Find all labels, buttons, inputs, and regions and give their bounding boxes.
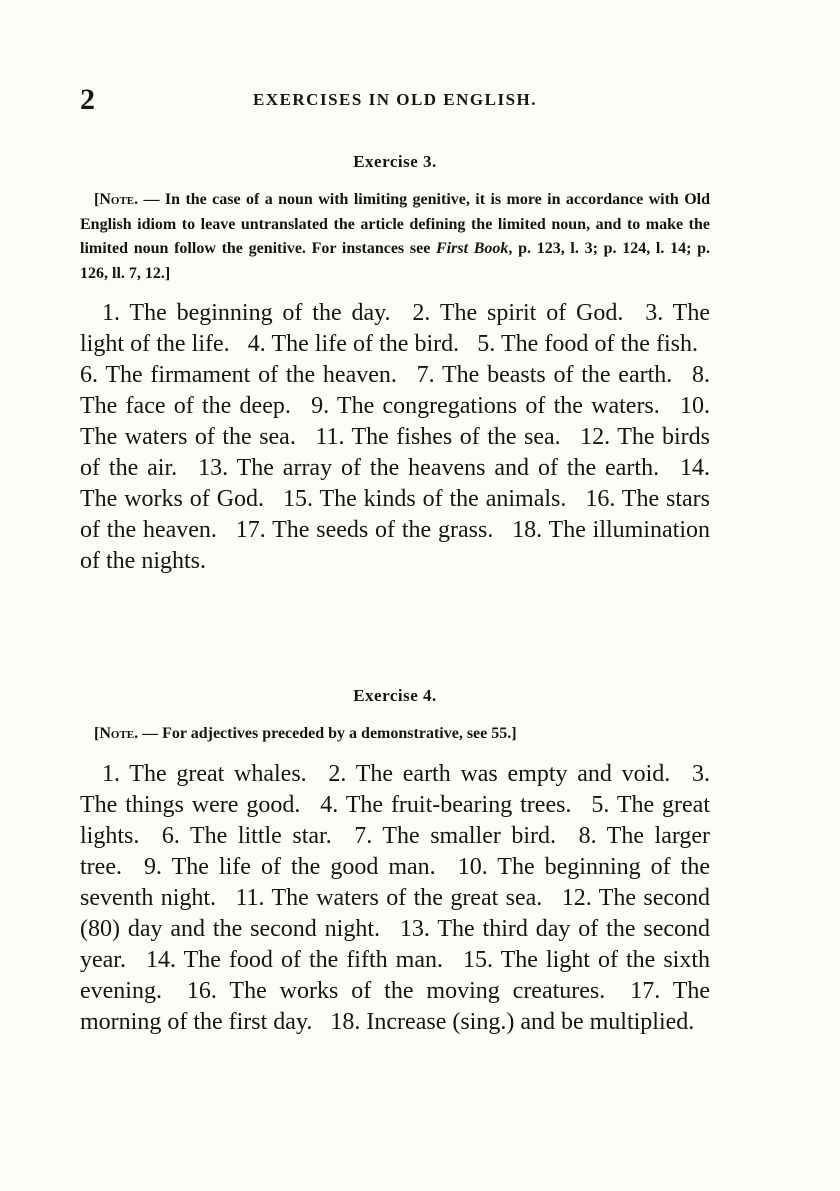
exercise-item: 5. The food of the fish. — [477, 331, 699, 357]
book-reference: First Book — [436, 240, 509, 257]
exercise-item: 18. Increase (sing.) and be multiplied. — [330, 1008, 695, 1035]
exercise-item: 13. The array of the heavens and of the earth. — [198, 455, 660, 481]
exercise-3-title: Exercise 3. — [353, 152, 437, 171]
note-label: Note. — [99, 191, 139, 208]
exercise-item: 18. The illumination of the nights. — [80, 517, 710, 574]
exercise-item: 1. The great whales. — [102, 760, 307, 787]
exercise-item: 7. The smaller bird. — [354, 822, 557, 849]
exercise-3-sentences — [80, 298, 710, 577]
exercise-item: 10. The waters of the sea. — [80, 393, 711, 450]
exercise-item: 3. The things were good. — [80, 760, 711, 818]
exercise-item: 2. The earth was empty and void. — [328, 760, 671, 787]
exercise-item: 14. The works of God. — [80, 455, 710, 512]
exercise-item: 8. The face of the deep. — [80, 362, 711, 419]
page-header — [80, 84, 710, 116]
exercise-item: 17. The morning of the first day. — [80, 977, 711, 1035]
running-title: EXERCISES IN OLD ENGLISH. — [252, 90, 538, 109]
exercise-4-title: Exercise 4. — [353, 686, 437, 705]
exercise-item: 5. The great lights. — [80, 791, 710, 849]
exercise-item: 10. The beginning of the seventh night. — [80, 853, 710, 911]
note-dash: — — [138, 191, 165, 208]
exercise-item: 16. The stars of the heaven. — [80, 486, 711, 543]
note-open-bracket: [ — [94, 191, 100, 208]
note-open-bracket: [ — [94, 725, 100, 742]
exercise-item: 15. The kinds of the animals. — [282, 486, 567, 512]
exercise-item: 9. The congregations of the waters. — [311, 393, 660, 419]
exercise-item: 11. The fishes of the sea. — [315, 424, 561, 450]
exercise-4-sentences — [80, 759, 710, 1038]
exercise-item: 8. The larger tree. — [80, 822, 711, 880]
exercise-4-note — [80, 722, 710, 747]
note-text-end: , p. 123, l. 3; p. 124, l. 14; p. 126, ll. 7, 12.] — [80, 240, 711, 282]
exercise-item: 7. The beasts of the earth. — [416, 362, 673, 388]
note-label: Note. — [99, 725, 139, 742]
exercise-item: 14. The food of the fifth man. — [146, 946, 443, 973]
exercise-item: 2. The spirit of God. — [412, 300, 624, 326]
exercise-item: 6. The little star. — [161, 822, 332, 849]
exercise-item: 3. The light of the life. — [80, 300, 710, 357]
exercise-item: 9. The life of the good man. — [144, 853, 436, 880]
exercise-4-section — [80, 684, 710, 1038]
exercise-item: 4. The life of the bird. — [247, 331, 460, 357]
exercise-item: 16. The works of the moving creatures. — [186, 977, 606, 1004]
exercise-item: 1. The beginning of the day. — [102, 300, 391, 326]
exercise-3-section — [80, 150, 710, 577]
exercise-item: 15. The light of the sixth evening. — [80, 946, 711, 1004]
exercise-item: 12. The birds of the air. — [80, 424, 711, 481]
exercise-item: 11. The waters of the great sea. — [235, 884, 543, 911]
exercise-3-note — [80, 188, 710, 286]
exercise-item: 6. The firmament of the heaven. — [80, 362, 397, 388]
note-dash: — — [138, 725, 163, 742]
note-text: In the case of a noun with limiting genitive, it is more in accordance with Old English idiom to leave untranslated the article defining the limited noun, and to make the limited noun follow the genitive. For instances see — [80, 191, 711, 257]
exercise-item: 13. The third day of the second year. — [80, 915, 710, 973]
exercise-item: 12. The second (80) day and the second night. — [80, 884, 711, 942]
exercise-item: 17. The seeds of the grass. — [235, 517, 494, 543]
page-number: 2 — [80, 83, 95, 116]
note-text: For adjectives preceded by a demonstrative, see 55.] — [162, 725, 517, 742]
exercise-item: 4. The fruit-bearing trees. — [320, 791, 572, 818]
